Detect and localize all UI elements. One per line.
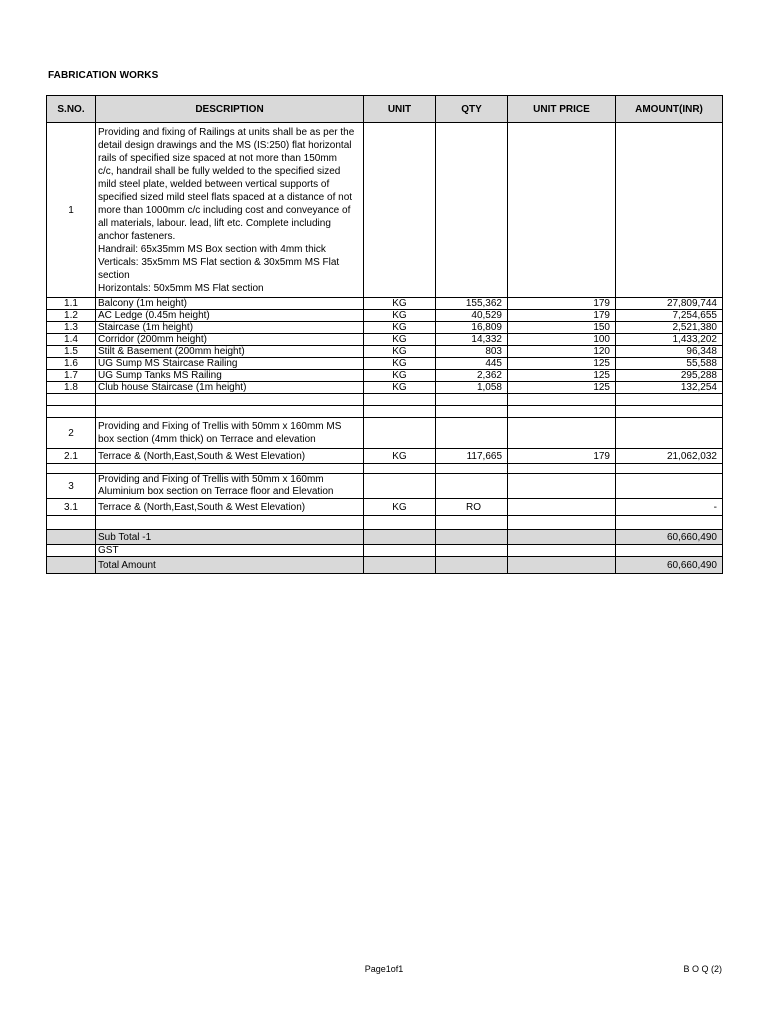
- desc-line: Providing and Fixing of Trellis with 50mm x 160mm MS: [98, 421, 342, 432]
- desc-line: rails of specified size spaced at not more than 150mm: [98, 152, 338, 164]
- blank-row: [47, 464, 723, 474]
- boq-table: [46, 95, 723, 574]
- header-row: [47, 96, 723, 123]
- table-row: 3.1 Terrace & (North,East,South & West Elevation) KG RO -: [47, 499, 723, 516]
- table-row: 1.5 Stilt & Basement (200mm height) KG 803 120 96,348: [47, 346, 723, 358]
- col-amount: AMOUNT(INR): [616, 96, 723, 123]
- desc-line: Providing and fixing of Railings at units shall be as per the: [98, 126, 355, 138]
- col-unit: UNIT: [364, 96, 436, 123]
- table-row: 1.4 Corridor (200mm height) KG 14,332 100 1,433,202: [47, 334, 723, 346]
- desc-line: all materials, labour. lead, lift etc. Complete including: [98, 217, 331, 229]
- item-sno: 1: [47, 123, 96, 298]
- table-row: 1.6 UG Sump MS Staircase Railing KG 445 125 55,588: [47, 358, 723, 370]
- item-row-1: [47, 123, 723, 298]
- desc-line: specified sized mild steel flats spaced at a distance of not: [98, 191, 353, 203]
- desc-line: detail design drawings and the MS (IS:250) flat horizontal: [98, 139, 352, 151]
- item-row-2: 2 Providing and Fixing of Trellis with 50mm x 160mm MS box section (4mm thick) on Terrace and elevation: [47, 418, 723, 449]
- table-row: 1.2 AC Ledge (0.45m height) KG 40,529 179 7,254,655: [47, 310, 723, 322]
- table-row: 2.1 Terrace & (North,East,South & West Elevation) KG 117,665 179 21,062,032: [47, 449, 723, 464]
- desc-line: c/c, handrail shall be fully welded to the specified sized: [98, 165, 341, 177]
- blank-row: [47, 406, 723, 418]
- desc-line: anchor fasteners.: [98, 230, 176, 242]
- table-row: 1.3 Staircase (1m height) KG 16,809 150 2,521,380: [47, 322, 723, 334]
- table-row: 1.1 Balcony (1m height) KG 155,362 179 27,809,744: [47, 298, 723, 310]
- total-row: Total Amount 60,660,490: [47, 557, 723, 574]
- item-row-3: 3 Providing and Fixing of Trellis with 50mm x 160mm Aluminium box section on Terrace floor and Elevation: [47, 474, 723, 499]
- desc-line: Aluminium box section on Terrace floor and Elevation: [98, 486, 334, 497]
- subtotal-row: Sub Total -1 60,660,490: [47, 530, 723, 545]
- desc-line: Handrail: 65x35mm MS Box section with 4mm thick: [98, 243, 326, 255]
- col-unit-price: UNIT PRICE: [508, 96, 616, 123]
- table-row: 1.8 Club house Staircase (1m height) KG 1,058 125 132,254: [47, 382, 723, 394]
- blank-row: [47, 394, 723, 406]
- desc-line: section: [98, 269, 130, 281]
- desc-line: mild steel plate, welded between vertical supports of: [98, 178, 330, 190]
- page-number: Page1of1: [364, 964, 404, 974]
- item-description: [96, 123, 364, 298]
- desc-line: Horizontals: 50x5mm MS Flat section: [98, 282, 264, 294]
- desc-line: more than 1000mm c/c including cost and conveyance of: [98, 204, 351, 216]
- blank-row: [47, 516, 723, 530]
- gst-row: GST: [47, 545, 723, 557]
- desc-line: Providing and Fixing of Trellis with 50mm x 160mm: [98, 474, 324, 485]
- page-title: FABRICATION WORKS: [48, 70, 159, 81]
- table-row: 1.7 UG Sump Tanks MS Railing KG 2,362 125 295,288: [47, 370, 723, 382]
- desc-line: box section (4mm thick) on Terrace and elevation: [98, 434, 316, 445]
- col-description: DESCRIPTION: [96, 96, 364, 123]
- col-qty: QTY: [436, 96, 508, 123]
- sheet-name: B O Q (2): [683, 964, 722, 974]
- col-sno: S.NO.: [47, 96, 96, 123]
- desc-line: Verticals: 35x5mm MS Flat section & 30x5mm MS Flat: [98, 256, 340, 268]
